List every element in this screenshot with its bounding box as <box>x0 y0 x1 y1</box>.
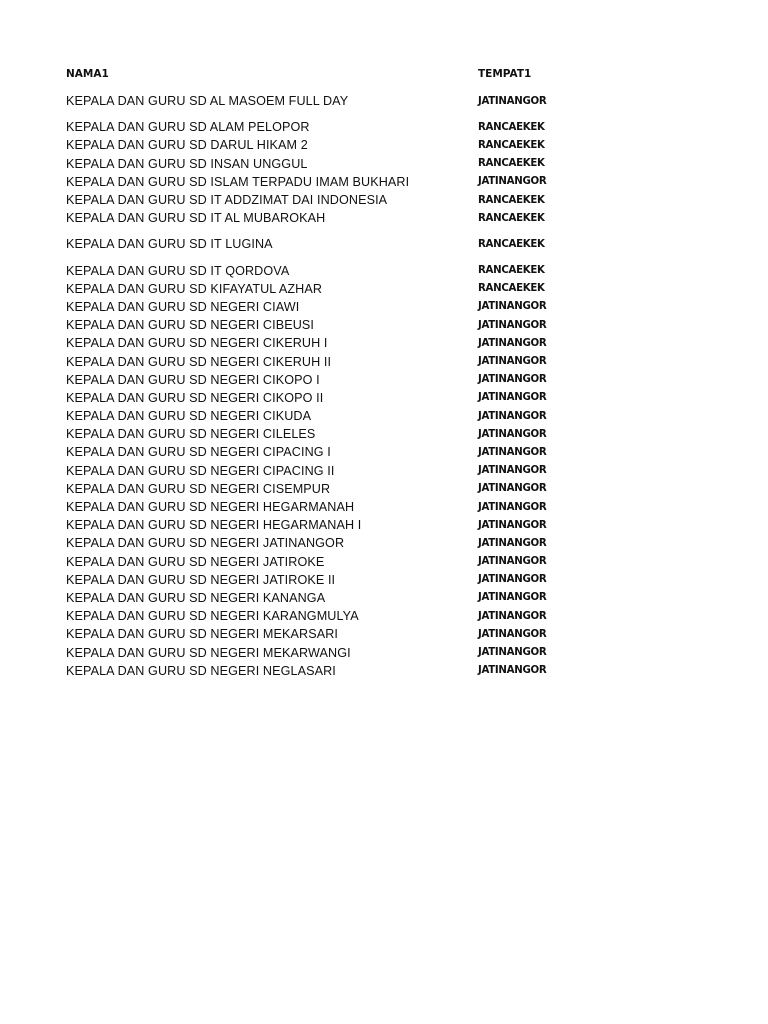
school-place: JATINANGOR <box>478 410 547 422</box>
school-name: KEPALA DAN GURU SD NEGERI MEKARSARI <box>66 627 338 642</box>
school-name: KEPALA DAN GURU SD NEGERI CIKERUH I <box>66 336 328 351</box>
name-column-header: NAMA1 <box>66 68 109 80</box>
table-row <box>66 516 626 534</box>
school-place: JATINANGOR <box>478 519 547 531</box>
school-name: KEPALA DAN GURU SD IT LUGINA <box>66 237 273 252</box>
school-place: JATINANGOR <box>478 501 547 513</box>
table-row <box>66 136 626 154</box>
table-row <box>66 480 626 498</box>
school-name: KEPALA DAN GURU SD NEGERI CIPACING II <box>66 463 335 478</box>
school-place: JATINANGOR <box>478 319 547 331</box>
school-name: KEPALA DAN GURU SD KIFAYATUL AZHAR <box>66 281 323 296</box>
school-name: KEPALA DAN GURU SD IT ADDZIMAT DAI INDONESIA <box>66 193 388 208</box>
school-place: RANCAEKEK <box>478 194 545 206</box>
table-row <box>66 262 626 280</box>
school-place: JATINANGOR <box>478 628 547 640</box>
school-place: JATINANGOR <box>478 647 547 659</box>
school-name: KEPALA DAN GURU SD NEGERI CIKUDA <box>66 409 312 424</box>
school-name: KEPALA DAN GURU SD NEGERI JATINANGOR <box>66 536 345 551</box>
table-row <box>66 92 626 110</box>
table-row <box>66 118 626 136</box>
place-column-header: TEMPAT1 <box>478 68 532 80</box>
school-table <box>66 64 626 680</box>
school-name: KEPALA DAN GURU SD AL MASOEM FULL DAY <box>66 94 349 109</box>
school-place: JATINANGOR <box>478 374 547 386</box>
table-row <box>66 371 626 389</box>
school-name: KEPALA DAN GURU SD NEGERI JATIROKE II <box>66 572 336 587</box>
table-row <box>66 298 626 316</box>
school-place: JATINANGOR <box>478 556 547 568</box>
school-place: JATINANGOR <box>478 176 547 188</box>
school-name: KEPALA DAN GURU SD NEGERI CIBEUSI <box>66 318 315 333</box>
school-place: RANCAEKEK <box>478 238 545 250</box>
school-place: JATINANGOR <box>478 446 547 458</box>
table-header <box>66 64 626 84</box>
table-row <box>66 235 626 253</box>
table-row <box>66 625 626 643</box>
table-row <box>66 643 626 661</box>
school-name: KEPALA DAN GURU SD NEGERI CIAWI <box>66 299 300 314</box>
school-name: KEPALA DAN GURU SD NEGERI CIKOPO I <box>66 372 320 387</box>
school-place: JATINANGOR <box>478 592 547 604</box>
table-row <box>66 498 626 516</box>
table-row <box>66 334 626 352</box>
school-place: RANCAEKEK <box>478 265 545 277</box>
school-name: KEPALA DAN GURU SD NEGERI CIPACING I <box>66 445 331 460</box>
school-place: JATINANGOR <box>478 95 547 107</box>
school-place: JATINANGOR <box>478 465 547 477</box>
school-name: KEPALA DAN GURU SD NEGERI CILELES <box>66 427 316 442</box>
school-place: JATINANGOR <box>478 301 547 313</box>
school-name: KEPALA DAN GURU SD INSAN UNGGUL <box>66 156 308 171</box>
school-name: KEPALA DAN GURU SD NEGERI NEGLASARI <box>66 663 336 678</box>
table-row <box>66 316 626 334</box>
table-row <box>66 173 626 191</box>
school-name: KEPALA DAN GURU SD NEGERI MEKARWANGI <box>66 645 351 660</box>
school-place: JATINANGOR <box>478 537 547 549</box>
table-row <box>66 607 626 625</box>
table-row <box>66 425 626 443</box>
table-row <box>66 662 626 680</box>
school-place: RANCAEKEK <box>478 121 545 133</box>
school-name: KEPALA DAN GURU SD NEGERI CIKOPO II <box>66 390 324 405</box>
table-row <box>66 191 626 209</box>
school-name: KEPALA DAN GURU SD IT AL MUBAROKAH <box>66 211 326 226</box>
table-row <box>66 553 626 571</box>
school-place: JATINANGOR <box>478 392 547 404</box>
school-name: KEPALA DAN GURU SD IT QORDOVA <box>66 263 290 278</box>
school-name: KEPALA DAN GURU SD NEGERI KANANGA <box>66 590 326 605</box>
table-row <box>66 443 626 461</box>
school-name: KEPALA DAN GURU SD NEGERI HEGARMANAH <box>66 500 355 515</box>
table-row <box>66 571 626 589</box>
table-row <box>66 389 626 407</box>
table-row <box>66 155 626 173</box>
school-name: KEPALA DAN GURU SD NEGERI HEGARMANAH I <box>66 518 362 533</box>
school-name: KEPALA DAN GURU SD NEGERI CISEMPUR <box>66 481 331 496</box>
school-place: JATINANGOR <box>478 356 547 368</box>
table-row <box>66 462 626 480</box>
table-row <box>66 534 626 552</box>
school-name: KEPALA DAN GURU SD NEGERI CIKERUH II <box>66 354 332 369</box>
table-row <box>66 352 626 370</box>
table-row <box>66 407 626 425</box>
school-place: JATINANGOR <box>478 574 547 586</box>
school-place: RANCAEKEK <box>478 158 545 170</box>
table-row <box>66 589 626 607</box>
school-place: JATINANGOR <box>478 428 547 440</box>
school-name: KEPALA DAN GURU SD NEGERI JATIROKE <box>66 554 325 569</box>
school-place: RANCAEKEK <box>478 139 545 151</box>
school-name: KEPALA DAN GURU SD DARUL HIKAM 2 <box>66 138 308 153</box>
school-name: KEPALA DAN GURU SD ISLAM TERPADU IMAM BUKHARI <box>66 174 410 189</box>
school-place: RANCAEKEK <box>478 283 545 295</box>
school-place: JATINANGOR <box>478 483 547 495</box>
table-row <box>66 280 626 298</box>
school-name: KEPALA DAN GURU SD NEGERI KARANGMULYA <box>66 609 359 624</box>
table-row <box>66 209 626 227</box>
school-place: RANCAEKEK <box>478 212 545 224</box>
school-name: KEPALA DAN GURU SD ALAM PELOPOR <box>66 120 310 135</box>
school-place: JATINANGOR <box>478 665 547 677</box>
school-place: JATINANGOR <box>478 337 547 349</box>
school-place: JATINANGOR <box>478 610 547 622</box>
